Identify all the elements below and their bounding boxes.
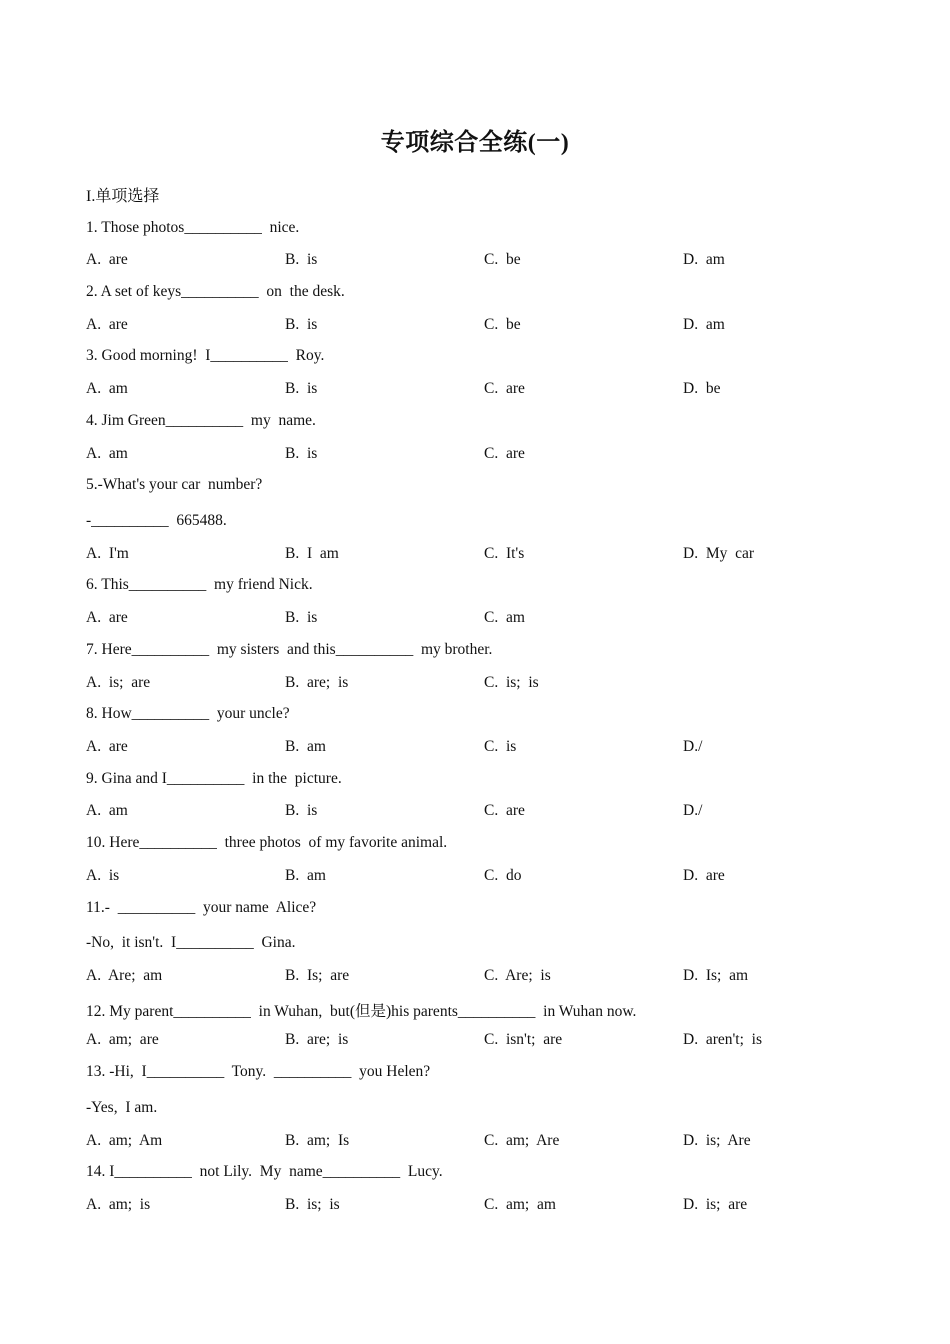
option-row [86, 967, 886, 989]
option-d: D. am [683, 316, 725, 333]
option-c: C. am [484, 609, 525, 626]
section-heading: I.单项选择 [86, 188, 160, 205]
option-c: C. be [484, 316, 521, 333]
question-stem: 1. Those photos__________ nice. [86, 219, 300, 236]
option-b: B. is [285, 609, 318, 626]
option-a: A. am [86, 380, 128, 397]
option-a: A. are [86, 738, 128, 755]
option-d: D. Is; am [683, 967, 749, 984]
option-c: C. are [484, 380, 525, 397]
option-row [86, 867, 886, 889]
question-line: -Yes, I am. [86, 1099, 158, 1116]
option-a: A. is; are [86, 674, 151, 691]
option-b: B. are; is [285, 674, 349, 691]
option-b: B. is; is [285, 1196, 340, 1213]
option-c: C. Are; is [484, 967, 551, 984]
option-a: A. are [86, 316, 128, 333]
question-stem: 14. I__________ not Lily. My name__________ Lucy. [86, 1163, 443, 1180]
option-a: A. am; is [86, 1196, 151, 1213]
question-line: -__________ 665488. [86, 512, 227, 529]
option-b: B. am [285, 738, 326, 755]
option-b: B. I am [285, 545, 339, 562]
option-b: B. is [285, 251, 318, 268]
option-row [86, 738, 886, 760]
option-c: C. is [484, 738, 517, 755]
option-row [86, 1132, 886, 1154]
option-row [86, 609, 886, 631]
question-stem: 9. Gina and I__________ in the picture. [86, 770, 342, 787]
question-line: -No, it isn't. I__________ Gina. [86, 934, 296, 951]
option-c: C. am; am [484, 1196, 556, 1213]
option-d: D. are [683, 867, 725, 884]
option-a: A. am; are [86, 1031, 159, 1048]
option-b: B. is [285, 380, 318, 397]
question-stem: 3. Good morning! I__________ Roy. [86, 347, 325, 364]
option-d: D. am [683, 251, 725, 268]
option-row [86, 1031, 886, 1053]
option-row [86, 445, 886, 467]
option-a: A. am [86, 445, 128, 462]
option-c: C. do [484, 867, 522, 884]
option-c: C. be [484, 251, 521, 268]
option-c: C. am; Are [484, 1132, 560, 1149]
option-row [86, 1196, 886, 1218]
option-row [86, 545, 886, 567]
option-c: C. It's [484, 545, 525, 562]
page-title: 专项综合全练(一) [380, 130, 570, 156]
option-row [86, 802, 886, 824]
option-row [86, 251, 886, 273]
question-stem: 2. A set of keys__________ on the desk. [86, 283, 345, 300]
option-c: C. are [484, 445, 525, 462]
question-stem: 10. Here__________ three photos of my favorite animal. [86, 834, 448, 851]
question-stem: 13. -Hi, I__________ Tony. __________ you Helen? [86, 1063, 431, 1080]
option-d: D./ [683, 738, 703, 755]
option-a: A. am [86, 802, 128, 819]
option-row [86, 674, 886, 696]
option-row [86, 380, 886, 402]
option-b: B. am; Is [285, 1132, 350, 1149]
option-b: B. is [285, 802, 318, 819]
option-a: A. Are; am [86, 967, 163, 984]
option-d: D. is; are [683, 1196, 748, 1213]
option-row [86, 316, 886, 338]
option-b: B. is [285, 445, 318, 462]
question-stem: 8. How__________ your uncle? [86, 705, 290, 722]
option-b: B. are; is [285, 1031, 349, 1048]
option-a: A. are [86, 609, 128, 626]
option-a: A. am; Am [86, 1132, 163, 1149]
option-b: B. Is; are [285, 967, 350, 984]
option-a: A. I'm [86, 545, 129, 562]
option-c: C. are [484, 802, 525, 819]
question-stem: 5.-What's your car number? [86, 476, 263, 493]
question-stem: 11.- __________ your name Alice? [86, 899, 317, 916]
option-b: B. is [285, 316, 318, 333]
option-c: C. is; is [484, 674, 539, 691]
option-d: D. be [683, 380, 721, 397]
option-d: D./ [683, 802, 703, 819]
question-stem: 7. Here__________ my sisters and this__________ my brother. [86, 641, 493, 658]
question-stem: 6. This__________ my friend Nick. [86, 576, 313, 593]
option-d: D. is; Are [683, 1132, 751, 1149]
option-a: A. are [86, 251, 128, 268]
option-b: B. am [285, 867, 326, 884]
question-stem: 12. My parent__________ in Wuhan, but(但是)his parents__________ in Wuhan now. [86, 1003, 637, 1020]
option-c: C. isn't; are [484, 1031, 563, 1048]
option-a: A. is [86, 867, 120, 884]
option-d: D. aren't; is [683, 1031, 762, 1048]
option-d: D. My car [683, 545, 755, 562]
question-stem: 4. Jim Green__________ my name. [86, 412, 316, 429]
